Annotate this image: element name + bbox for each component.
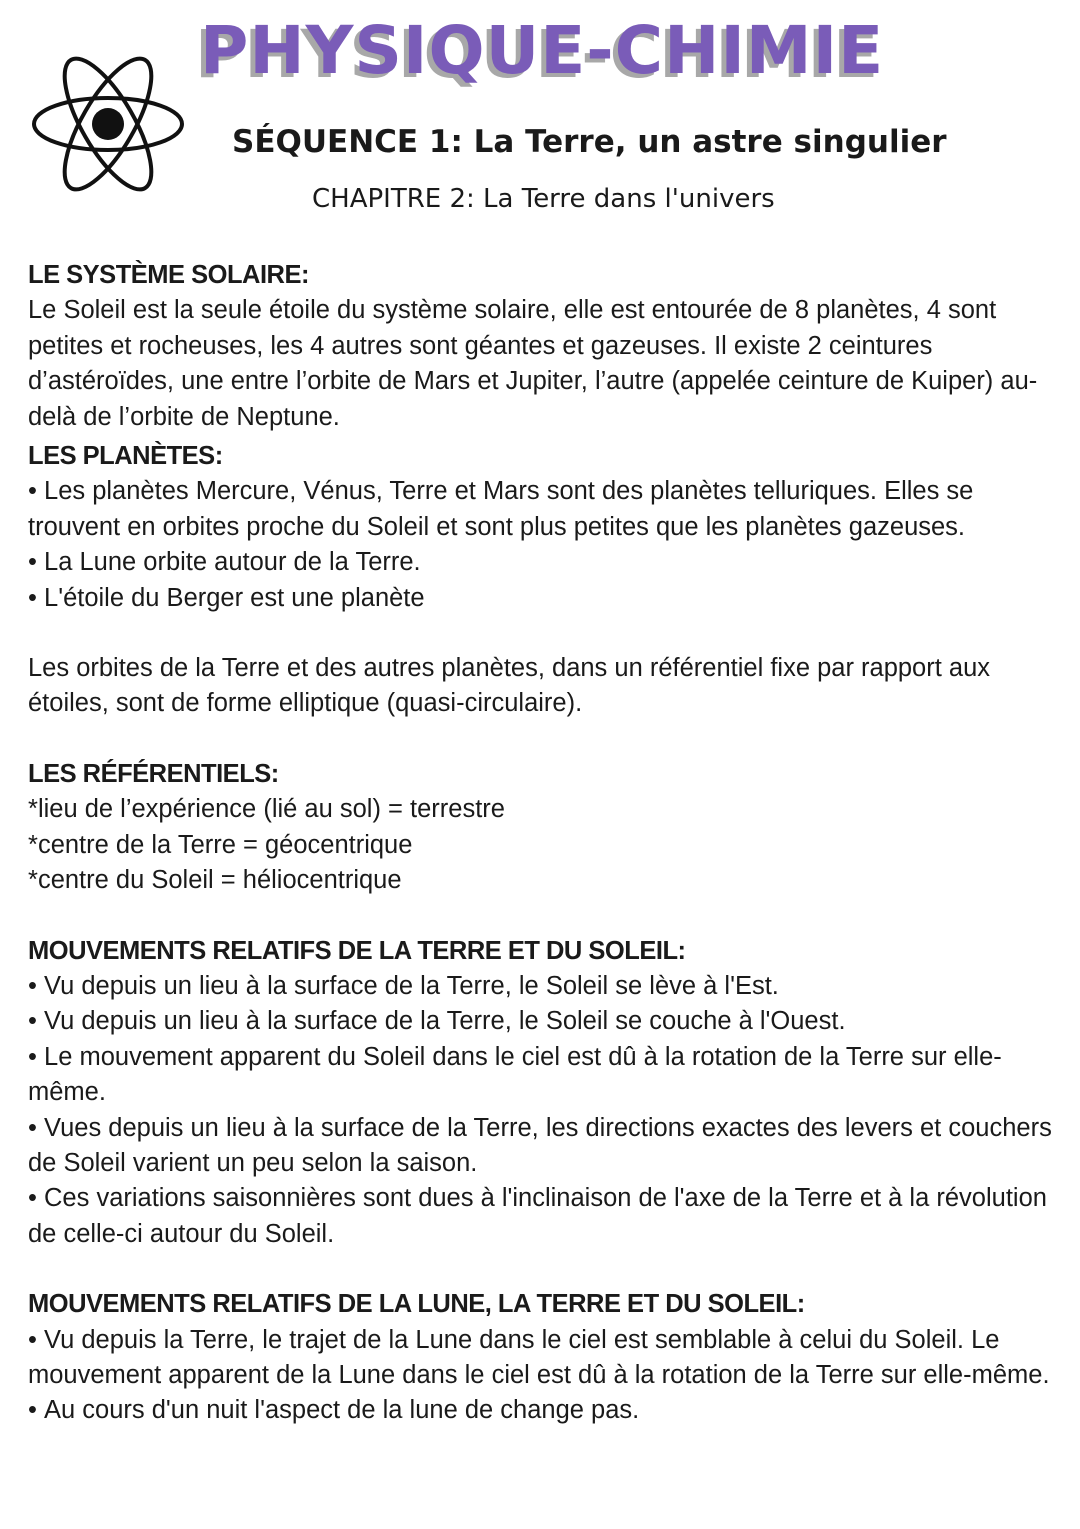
document-body bbox=[28, 258, 1052, 1429]
list-item: • Le mouvement apparent du Soleil dans le ciel est dû à la rotation de la Terre sur elle-même. bbox=[28, 1040, 1052, 1111]
list-item: * centre du Soleil = héliocentrique bbox=[28, 863, 1052, 898]
section-heading-moon-earth-sun: MOUVEMENTS RELATIFS DE LA LUNE, LA TERRE ET DU SOLEIL: bbox=[28, 1290, 805, 1319]
list-item: • Vu depuis un lieu à la surface de la Terre, le Soleil se lève à l'Est. bbox=[28, 969, 1052, 1004]
section-heading-earth-sun: MOUVEMENTS RELATIFS DE LA TERRE ET DU SOLEIL: bbox=[28, 936, 686, 965]
earth-sun-list bbox=[28, 969, 1052, 1252]
atom-icon bbox=[30, 46, 186, 202]
list-item: • Les planètes Mercure, Vénus, Terre et Mars sont des planètes telluriques. Elles se trouvent en orbites proche du Soleil et sont plus petites que les planètes gazeuses. bbox=[28, 474, 1052, 545]
list-item: * centre de la Terre = géocentrique bbox=[28, 828, 1052, 863]
orbits-paragraph: Les orbites de la Terre et des autres planètes, dans un référentiel fixe par rapport aux étoiles, sont de forme elliptique (quasi-circulaire). bbox=[28, 654, 991, 718]
solar-system-paragraph: Le Soleil est la seule étoile du système solaire, elle est entourée de 8 planètes, 4 sont petites et rocheuses, les 4 autres sont géantes et gazeuses. Il existe 2 ceintures d’astéroïdes, une entre l’orbite de Mars et Jupiter, l’autre (appelée ceinture de Kuiper) au-delà de l’orbite de Neptune. bbox=[28, 296, 1038, 431]
section-heading-solar-system: LE SYSTÈME SOLAIRE: bbox=[28, 261, 309, 289]
sequence-title: SÉQUENCE 1: La Terre, un astre singulier bbox=[232, 124, 947, 160]
list-item: * lieu de l’expérience (lié au sol) = terrestre bbox=[28, 792, 1052, 827]
frames-list bbox=[28, 792, 1052, 898]
section-heading-planets: LES PLANÈTES: bbox=[28, 442, 223, 471]
list-item: • Vu depuis la Terre, le trajet de la Lune dans le ciel est semblable à celui du Soleil. Le mouvement apparent de la Lune dans le ciel est dû à la rotation de la Terre sur elle-même. bbox=[28, 1323, 1052, 1394]
list-item: • L'étoile du Berger est une planète bbox=[28, 581, 1052, 616]
chapter-title: CHAPITRE 2: La Terre dans l'univers bbox=[312, 184, 775, 214]
list-item: • La Lune orbite autour de la Terre. bbox=[28, 545, 1052, 580]
planets-list bbox=[28, 474, 1052, 616]
list-item: • Au cours d'un nuit l'aspect de la lune de change pas. bbox=[28, 1393, 1052, 1428]
list-item: • Ces variations saisonnières sont dues à l'inclinaison de l'axe de la Terre et à la révolution de celle-ci autour du Soleil. bbox=[28, 1181, 1052, 1252]
page-header bbox=[0, 0, 1080, 240]
list-item: • Vu depuis un lieu à la surface de la Terre, le Soleil se couche à l'Ouest. bbox=[28, 1004, 1052, 1039]
page-title: PHYSIQUE-CHIMIE bbox=[200, 12, 885, 89]
list-item: • Vues depuis un lieu à la surface de la Terre, les directions exactes des levers et couchers de Soleil varient un peu selon la saison. bbox=[28, 1111, 1052, 1182]
moon-earth-sun-list bbox=[28, 1323, 1052, 1429]
section-heading-frames: LES RÉFÉRENTIELS: bbox=[28, 759, 279, 788]
